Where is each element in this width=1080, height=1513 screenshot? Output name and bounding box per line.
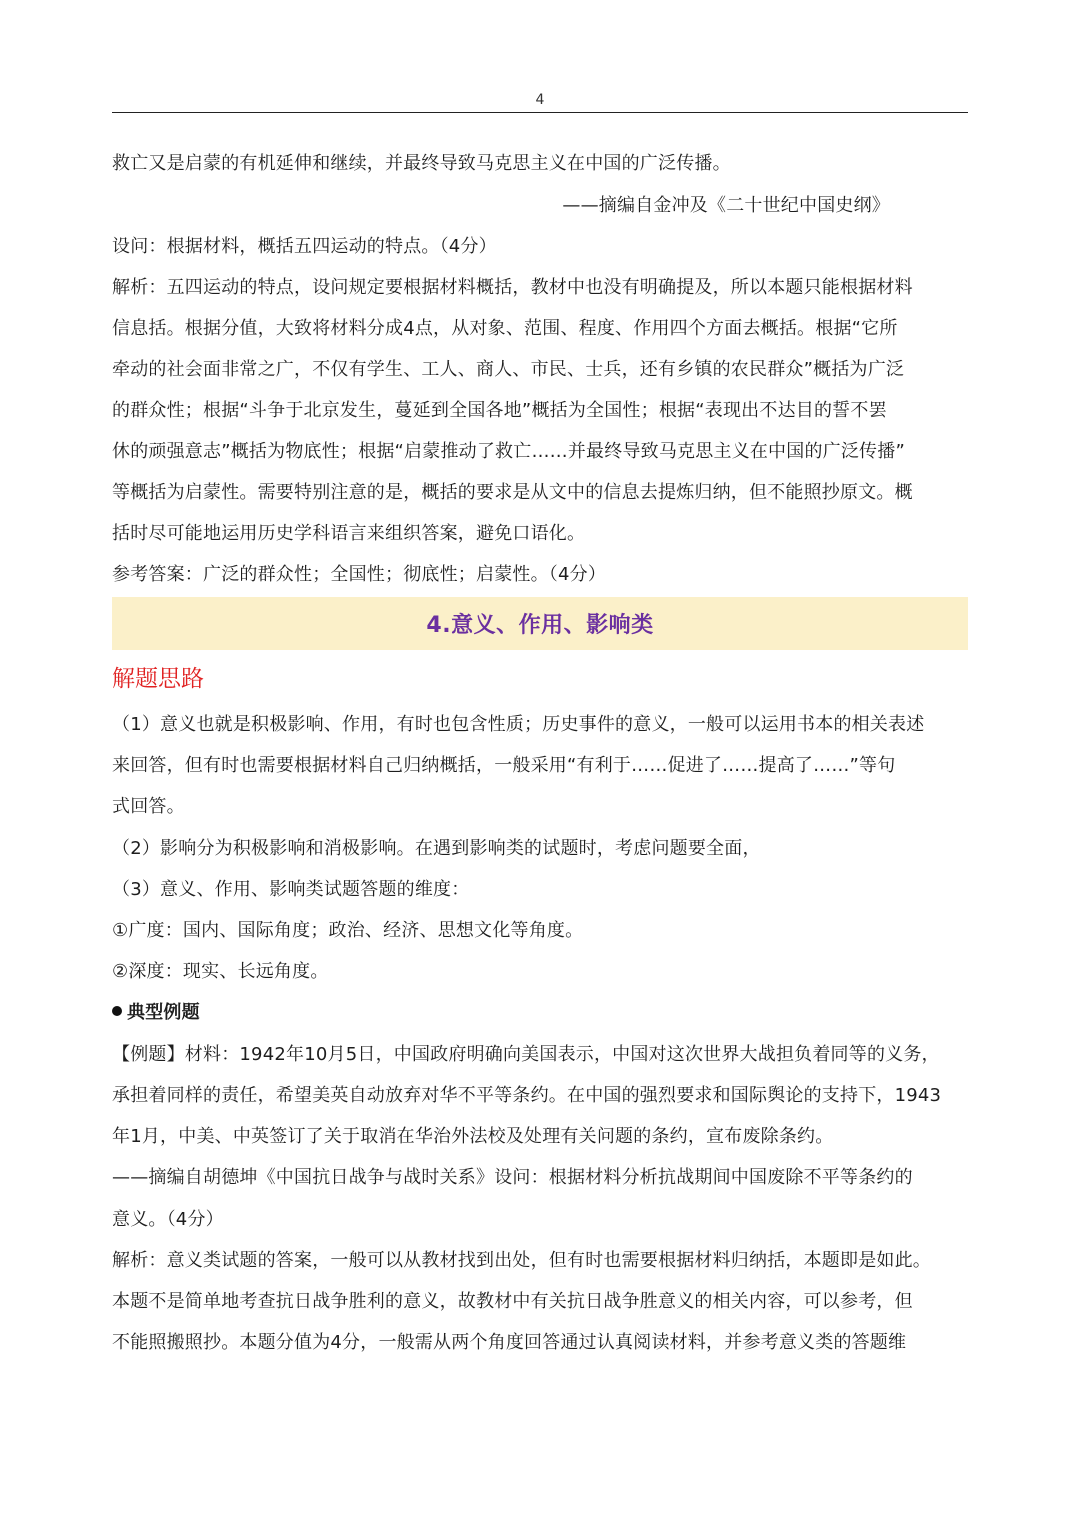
example-heading-row (112, 999, 972, 1027)
question-text: 设问：根据材料，概括五四运动的特点。（4分） (112, 236, 497, 257)
section-heading: 解题思路 (112, 666, 204, 692)
material-text: 救亡又是启蒙的有机延伸和继续，并最终导致马克思主义在中国的广泛传播。 (112, 153, 731, 174)
example-line: 年1月，中美、中英签订了关于取消在华治外法校及处理有关问题的条约，宣布废除条约。 (112, 1126, 834, 1147)
tip-line: （2）影响分为积极影响和消极影响。在遇到影响类的试题时，考虑问题要全面， (112, 838, 761, 859)
example-line: 承担着同样的责任，希望美英自动放弃对华不平等条约。在中国的强烈要求和国际舆论的支持下，1943 (112, 1085, 942, 1106)
analysis-line: 解析：五四运动的特点，设问规定要根据材料概括，教材中也没有明确提及，所以本题只能根据材料 (112, 277, 913, 298)
tip-line: 式回答。 (112, 796, 185, 817)
example-line: 本题不是简单地考查抗日战争胜利的意义，故教材中有关抗日战争胜意义的相关内容，可以参考，但 (112, 1291, 913, 1312)
tip-line: （1）意义也就是积极影响、作用，有时也包含性质；历史事件的意义，一般可以运用书本的相关表述 (112, 714, 925, 735)
example-line: 【例题】材料：1942年10月5日，中国政府明确向美国表示，中国对这次世界大战担负着同等的义务， (112, 1044, 940, 1065)
example-line: 不能照搬照抄。本题分值为4分，一般需从两个角度回答通过认真阅读材料，并参考意义类的答题维 (112, 1332, 907, 1353)
analysis-line: 休的顽强意志”概括为物底性；根据“启蒙推动了救亡……并最终导致马克思主义在中国的广泛传播” (112, 441, 905, 462)
tip-line: （3）意义、作用、影响类试题答题的维度： (112, 879, 470, 900)
analysis-line: 括时尽可能地运用历史学科语言来组织答案，避免口语化。 (112, 523, 586, 544)
section-banner (112, 597, 968, 650)
banner-title: 4.意义、作用、影响类 (426, 613, 654, 638)
example-line: ——摘编自胡德坤《中国抗日战争与战时关系》设问：根据材料分析抗战期间中国废除不平等条约的 (112, 1167, 913, 1188)
bullet-icon (112, 1006, 122, 1016)
analysis-line: 信息括。根据分值，大致将材料分成4点，从对象、范围、程度、作用四个方面去概括。根据“它所 (112, 318, 898, 339)
reference-answer: 参考答案：广泛的群众性；全国性；彻底性；启蒙性。（4分） (112, 564, 607, 585)
example-line: 解析：意义类试题的答案，一般可以从教材找到出处，但有时也需要根据材料归纳括，本题即是如此。 (112, 1250, 931, 1271)
header-rule (112, 112, 968, 113)
tip-line: 来回答，但有时也需要根据材料自己归纳概括，一般采用“有利于……促进了……提高了……”等句 (112, 755, 896, 776)
example-heading: 典型例题 (127, 1002, 200, 1023)
analysis-line: 牵动的社会面非常之广，不仅有学生、工人、商人、市民、士兵，还有乡镇的农民群众”概括为广泛 (112, 359, 905, 380)
material-source: ——摘编自金冲及《二十世纪中国史纲》 (562, 195, 890, 216)
tip-line: ①广度：国内、国际角度；政治、经济、思想文化等角度。 (112, 920, 584, 941)
page-number: 4 (535, 92, 545, 108)
example-line: 意义。（4分） (112, 1209, 224, 1230)
tip-line: ②深度：现实、长远角度。 (112, 961, 329, 982)
analysis-line: 等概括为启蒙性。需要特别注意的是，概括的要求是从文中的信息去提炼归纳，但不能照抄原文。概 (112, 482, 913, 503)
analysis-line: 的群众性；根据“斗争于北京发生，蔓延到全国各地”概括为全国性；根据“表现出不达目的誓不罢 (112, 400, 887, 421)
